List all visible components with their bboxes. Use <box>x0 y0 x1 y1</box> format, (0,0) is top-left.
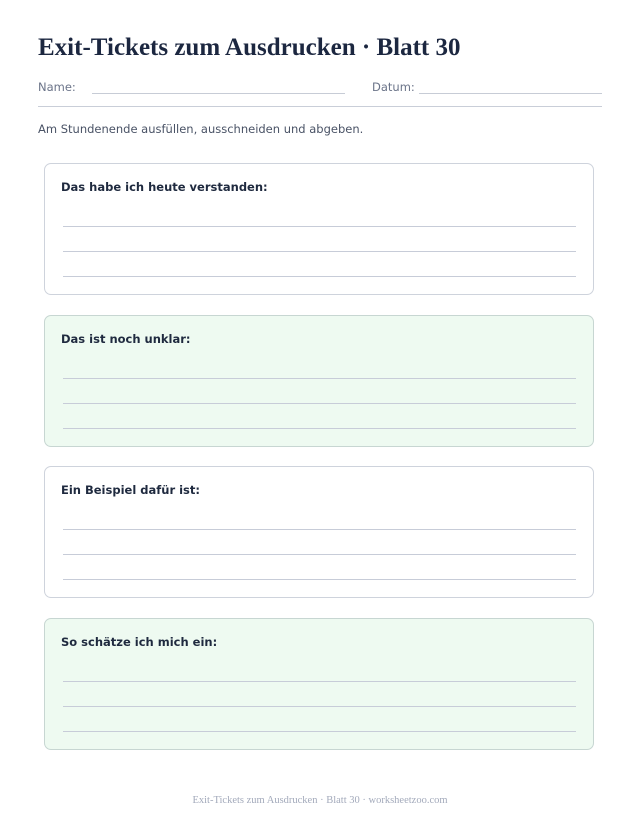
ticket-self-assessment <box>44 618 594 750</box>
page-title: Exit-Tickets zum Ausdrucken · Blatt 30 <box>38 34 461 61</box>
ticket-understood <box>44 163 594 295</box>
writing-line[interactable] <box>63 378 576 379</box>
instructions-text: Am Stundenende ausfüllen, ausschneiden und abgeben. <box>38 122 364 136</box>
name-date-row <box>38 80 602 96</box>
ticket-prompt: Das habe ich heute verstanden: <box>61 180 268 194</box>
ticket-unclear <box>44 315 594 447</box>
writing-line[interactable] <box>63 226 576 227</box>
name-field[interactable] <box>92 93 345 94</box>
writing-line[interactable] <box>63 428 576 429</box>
writing-line[interactable] <box>63 403 576 404</box>
writing-line[interactable] <box>63 276 576 277</box>
writing-line[interactable] <box>63 731 576 732</box>
header-divider <box>38 106 602 107</box>
ticket-example <box>44 466 594 598</box>
name-label: Name: <box>38 80 76 94</box>
date-field[interactable] <box>419 93 602 94</box>
writing-line[interactable] <box>63 529 576 530</box>
writing-line[interactable] <box>63 554 576 555</box>
ticket-prompt: Ein Beispiel dafür ist: <box>61 483 200 497</box>
ticket-prompt: So schätze ich mich ein: <box>61 635 218 649</box>
writing-line[interactable] <box>63 579 576 580</box>
page-footer: Exit-Tickets zum Ausdrucken · Blatt 30 · worksheetzoo.com <box>192 795 448 806</box>
writing-line[interactable] <box>63 251 576 252</box>
ticket-prompt: Das ist noch unklar: <box>61 332 191 346</box>
date-label: Datum: <box>372 80 415 94</box>
writing-line[interactable] <box>63 706 576 707</box>
writing-line[interactable] <box>63 681 576 682</box>
